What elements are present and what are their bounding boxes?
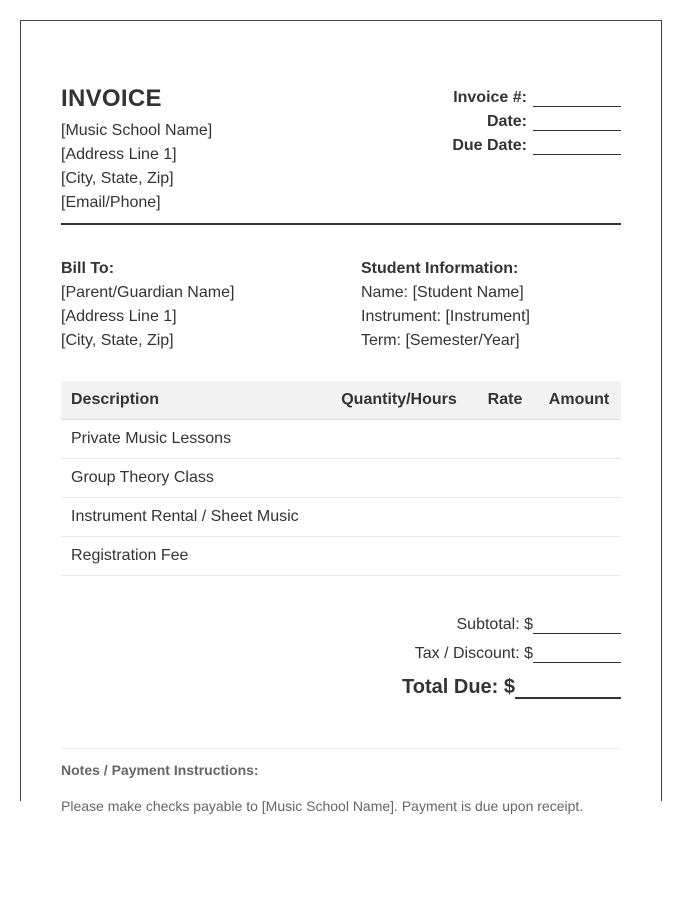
school-name: [Music School Name]	[61, 122, 213, 139]
tax-discount-row	[321, 634, 621, 663]
table-row	[61, 459, 621, 498]
student-info-heading: Student Information:	[361, 260, 519, 277]
notes-text: Please make checks payable to [Music School Name]. Payment is due upon receipt.	[61, 798, 584, 814]
student-info-section	[361, 257, 621, 353]
row-description: Registration Fee	[71, 547, 189, 564]
invoice-number-row	[321, 83, 621, 107]
bill-to-line: [Parent/Guardian Name]	[61, 284, 235, 301]
column-header-rate: Rate	[487, 391, 523, 408]
table-row	[61, 420, 621, 459]
school-address: [Address Line 1]	[61, 146, 177, 163]
school-city-state-zip: [City, State, Zip]	[61, 170, 174, 187]
total-due-row	[321, 663, 621, 699]
subtotal-row	[321, 605, 621, 634]
due-date-label: Due Date:	[452, 137, 527, 154]
row-description: Instrument Rental / Sheet Music	[71, 508, 299, 525]
table-row	[61, 537, 621, 576]
student-name: Name: [Student Name]	[361, 284, 524, 301]
header-divider	[61, 223, 621, 225]
invoice-number-blank	[533, 89, 621, 107]
row-description: Private Music Lessons	[71, 430, 232, 447]
invoice-date-label: Date:	[486, 113, 527, 130]
row-description: Group Theory Class	[71, 469, 214, 486]
column-header-quantity: Quantity/Hours	[341, 391, 457, 408]
bill-to-section	[61, 257, 351, 353]
table-row	[61, 498, 621, 537]
line-items-table	[61, 381, 621, 576]
column-header-description: Description	[71, 391, 160, 408]
due-date-blank	[533, 137, 621, 155]
tax-discount-label: Tax / Discount: $	[414, 645, 533, 662]
total-due-blank	[515, 677, 621, 699]
notes-heading: Notes / Payment Instructions:	[61, 762, 259, 778]
column-header-amount: Amount	[548, 391, 610, 408]
bill-to-line: [City, State, Zip]	[61, 332, 174, 349]
invoice-date-blank	[533, 113, 621, 131]
school-email-phone: [Email/Phone]	[61, 194, 161, 211]
bill-to-heading: Bill To:	[61, 260, 115, 277]
school-info	[61, 119, 212, 215]
totals-section	[321, 605, 621, 699]
tax-discount-blank	[533, 645, 621, 663]
table-header	[61, 381, 621, 420]
notes-divider	[61, 748, 621, 749]
invoice-title: INVOICE	[61, 85, 162, 112]
student-term: Term: [Semester/Year]	[361, 332, 520, 349]
invoice-meta	[321, 83, 621, 155]
invoice-page	[20, 20, 662, 814]
due-date-row	[321, 131, 621, 155]
student-instrument: Instrument: [Instrument]	[361, 308, 530, 325]
invoice-date-row	[321, 107, 621, 131]
subtotal-blank	[533, 616, 621, 634]
total-due-label: Total Due: $	[402, 676, 515, 698]
bill-to-line: [Address Line 1]	[61, 308, 177, 325]
subtotal-label: Subtotal: $	[456, 616, 533, 633]
invoice-number-label: Invoice #:	[453, 89, 527, 106]
